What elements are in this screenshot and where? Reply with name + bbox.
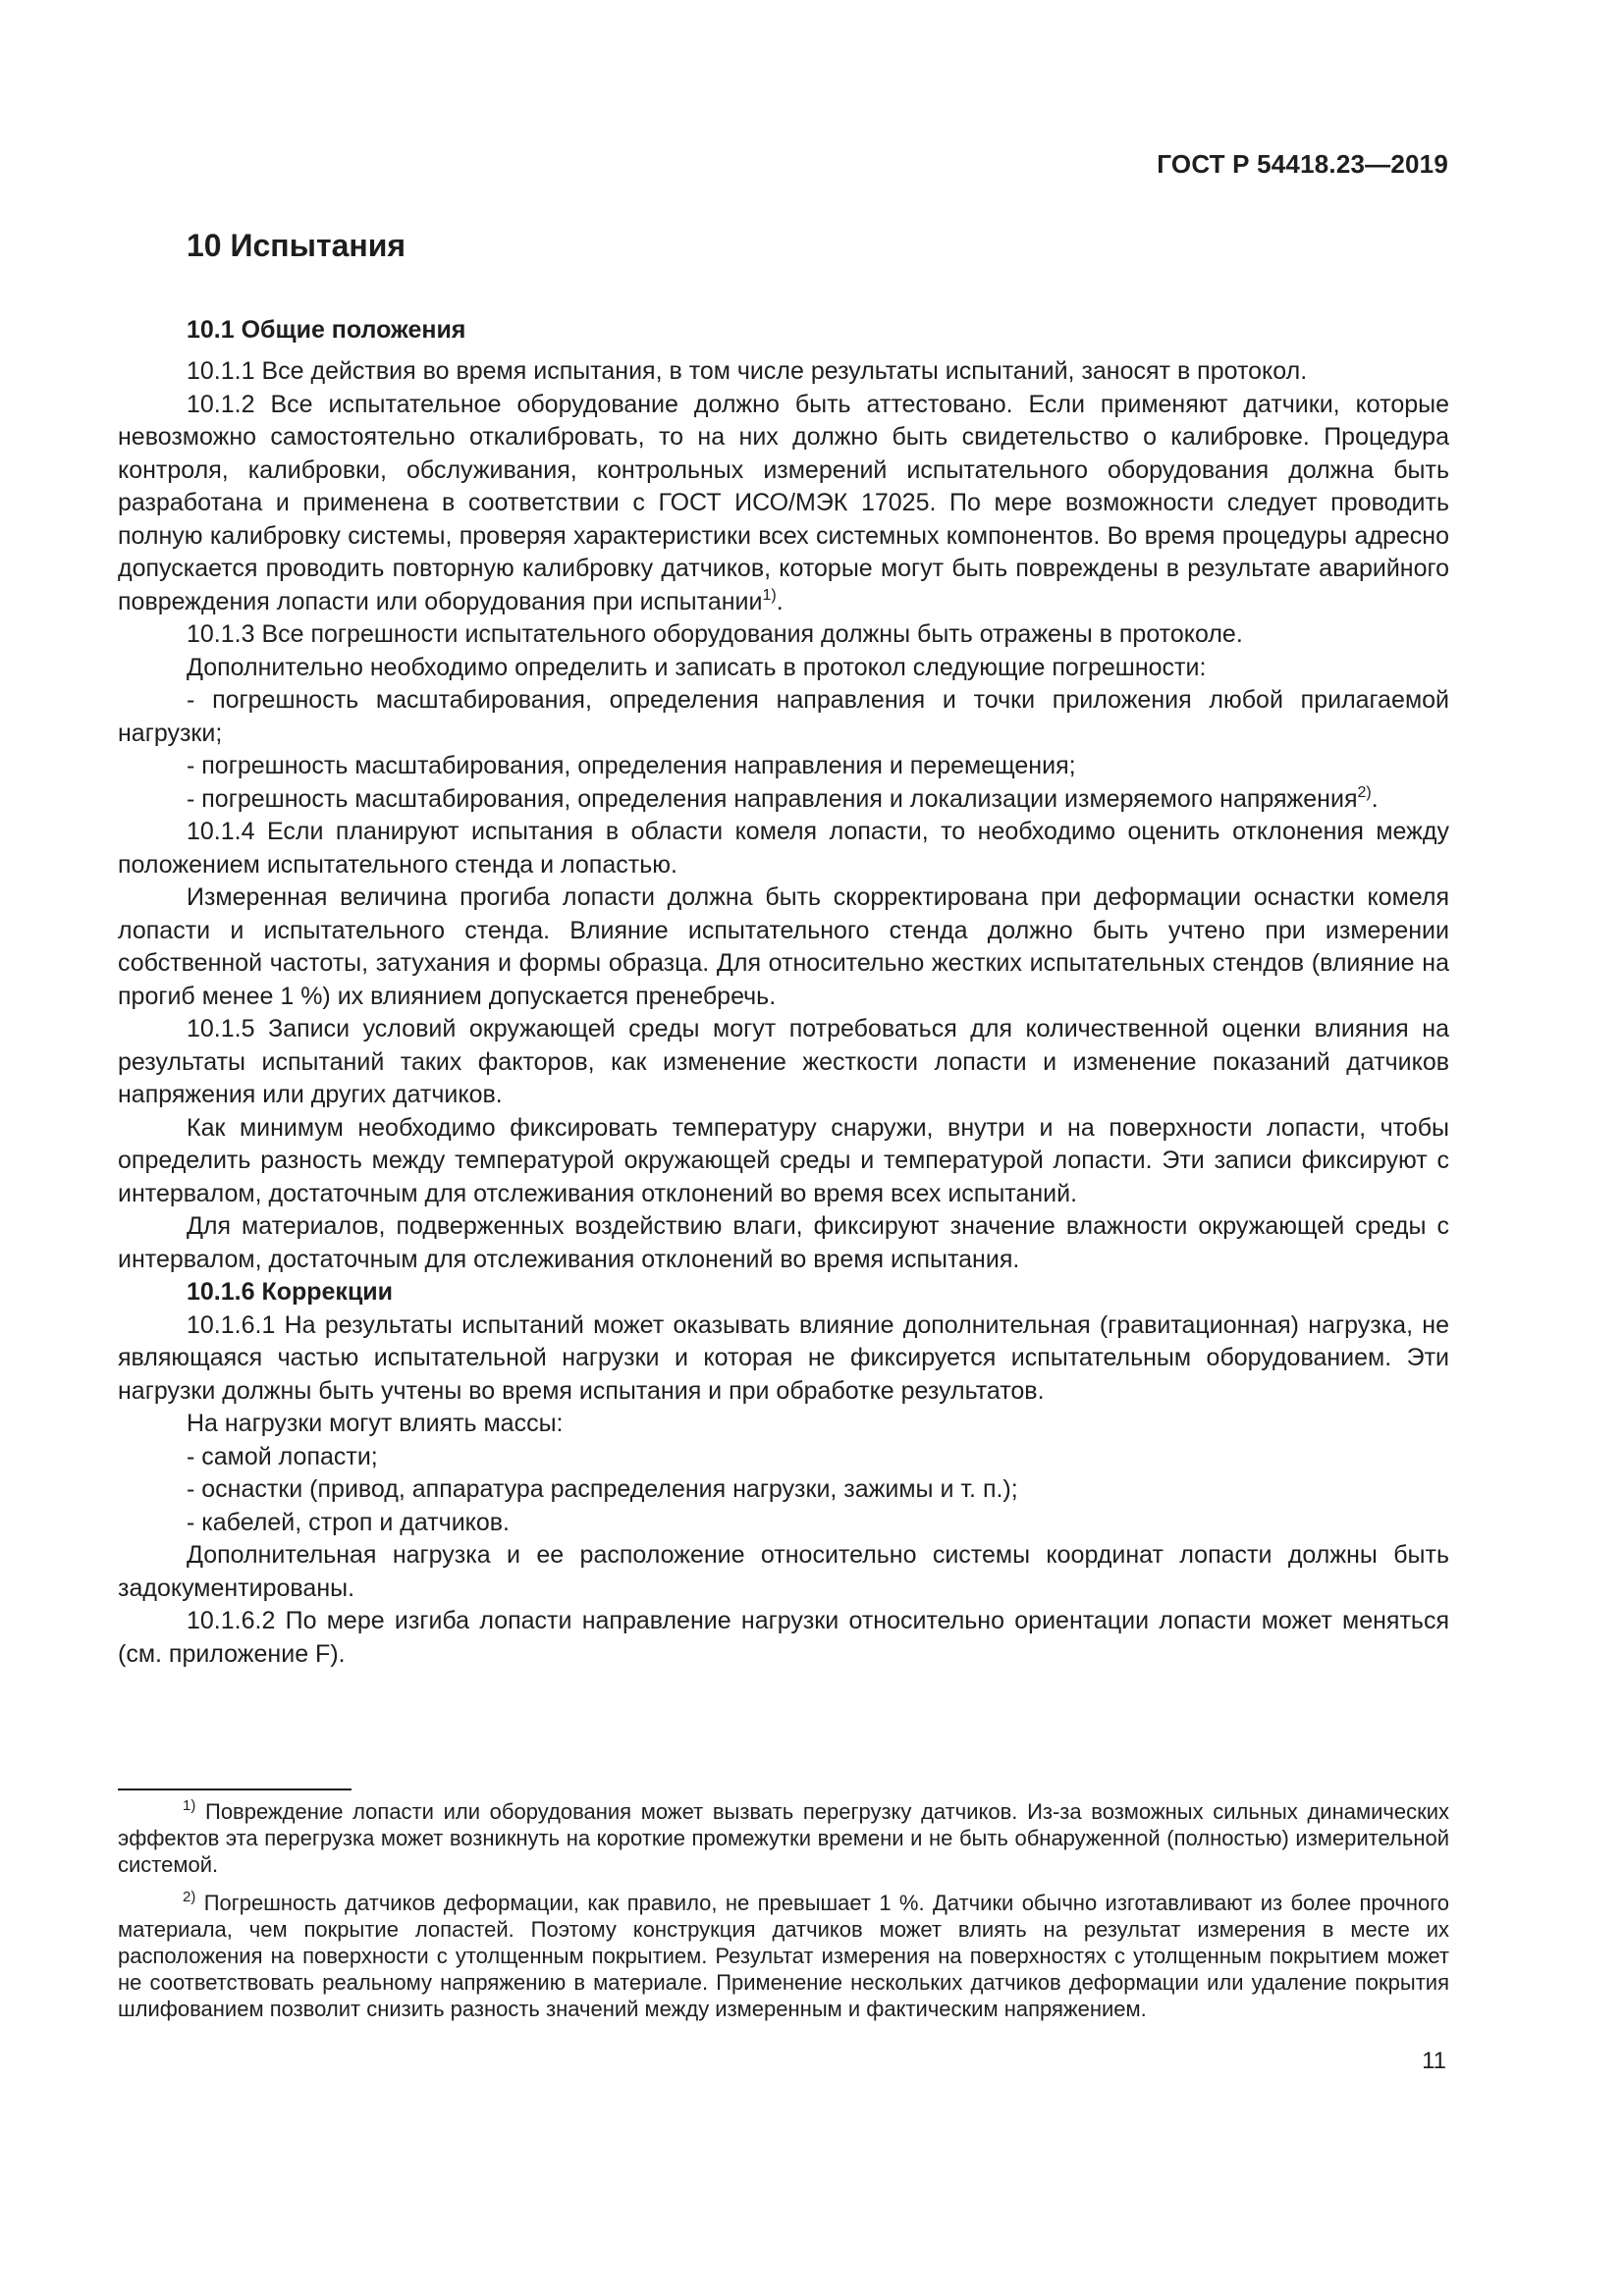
footnote-mark: 1) xyxy=(183,1797,196,1814)
body-paragraph xyxy=(118,1309,1449,1409)
paragraph-text: - погрешность масштабирования, определения направления и перемещения; xyxy=(187,752,1076,779)
paragraph-text: На нагрузки могут влиять массы: xyxy=(187,1410,564,1437)
footnote-divider xyxy=(118,1789,352,1790)
body-paragraph xyxy=(118,684,1449,750)
paragraph-text: Для материалов, подверженных воздействию влаги, фиксируют значение влажности окружающей среды с интервалом, достаточным для отслеживания отклонений во время испытания. xyxy=(118,1212,1449,1273)
body-paragraph xyxy=(118,389,1449,619)
paragraph-text: 10.1.6.2 По мере изгиба лопасти направление нагрузки относительно ориентации лопасти может меняться (см. приложение F). xyxy=(118,1607,1449,1668)
body-paragraph xyxy=(118,1441,1449,1474)
body-paragraph xyxy=(118,750,1449,783)
section-title: 10 Испытания xyxy=(187,228,406,263)
body-paragraph xyxy=(118,1507,1449,1540)
paragraph-tail: . xyxy=(776,587,784,615)
paragraph-text: 10.1.6.1 На результаты испытаний может оказывать влияние дополнительная (гравитационная) нагрузка, не являющаяся частью испытательной нагрузки и которая не фиксируется испытательным оборудованием. Эти нагрузки должны быть учтены во время испытания и при обработке результатов. xyxy=(118,1310,1449,1405)
paragraph-text: Как минимум необходимо фиксировать температуру снаружи, внутри и на поверхности лопасти, чтобы определить разность между температурой окружающей среды и температурой лопасти. Эти записи фиксируют с интервалом, достаточным для отслеживания отклонений во время всех испытаний. xyxy=(118,1113,1449,1207)
body-paragraph xyxy=(118,1539,1449,1605)
body-paragraph xyxy=(118,1112,1449,1211)
body-paragraph xyxy=(118,1605,1449,1671)
body-paragraph xyxy=(118,1210,1449,1276)
main-content xyxy=(118,224,1449,1671)
body-paragraph xyxy=(118,783,1449,817)
paragraph-text: - самой лопасти; xyxy=(187,1442,378,1470)
paragraph-tail: . xyxy=(1371,784,1379,813)
subsection-title: 10.1 Общие положения xyxy=(187,316,466,344)
footnote xyxy=(118,1798,1449,1878)
footnote-text: Повреждение лопасти или оборудования может вызвать перегрузку датчиков. Из-за возможных сильных динамических эффектов эта перегрузка может возникнуть на короткие промежутки времени и не быть обнаруженной (полностью) измерительной системой. xyxy=(118,1799,1449,1877)
footnote-reference[interactable]: 1) xyxy=(762,586,777,604)
body-paragraph xyxy=(118,618,1449,652)
document-code: ГОСТ Р 54418.23—2019 xyxy=(1157,149,1448,179)
paragraph-text: - погрешность масштабирования, определения направления и локализации измеряемого напряжения xyxy=(187,784,1358,813)
body-paragraph xyxy=(118,652,1449,685)
footnote-reference[interactable]: 2) xyxy=(1357,783,1372,801)
paragraph-text: 10.1.3 Все погрешности испытательного оборудования должны быть отражены в протоколе. xyxy=(187,620,1243,648)
paragraph-text: 10.1.1 Все действия во время испытания, в том числе результаты испытаний, заносят в протокол. xyxy=(187,357,1308,385)
body-paragraph xyxy=(118,1013,1449,1112)
body-paragraph xyxy=(118,1408,1449,1441)
body-paragraph xyxy=(118,881,1449,1013)
paragraph-text: Измеренная величина прогиба лопасти должна быть скорректирована при деформации оснастки комеля лопасти и испытательного стенда. Влияние испытательного стенда должно быть учтено при измерении собственной частоты, затухания и формы образца. Для относительно жестких испытательных стендов (влияние на прогиб менее 1 %) их влиянием допускается пренебречь. xyxy=(118,883,1449,1010)
paragraph-text: 10.1.6 Коррекции xyxy=(187,1278,394,1306)
paragraph-text: 10.1.4 Если планируют испытания в области комеля лопасти, то необходимо оценить отклонения между положением испытательного стенда и лопастью. xyxy=(118,818,1449,879)
paragraph-text: - оснастки (привод, аппаратура распределения нагрузки, зажимы и т. п.); xyxy=(187,1475,1018,1503)
footnote-mark: 2) xyxy=(183,1889,196,1905)
page-number: 11 xyxy=(1422,2048,1446,2074)
body-paragraph xyxy=(118,816,1449,881)
subsection-heading xyxy=(118,1276,1449,1309)
paragraph-text: 10.1.2 Все испытательное оборудование должно быть аттестовано. Если применяют датчики, которые невозможно самостоятельно откалибровать, то на них должно быть свидетельство о калибровке. Процедура контроля, калибровки, обслуживания, контрольных измерений испытательного оборудования должна быть разработана и применена в соответствии с ГОСТ ИСО/МЭК 17025. По мере возможности следует проводить полную калибровку системы, проверяя характеристики всех системных компонентов. Во время процедуры адресно допускается проводить повторную калибровку датчиков, которые могут быть повреждены в результате аварийного повреждения лопасти или оборудования при испытании xyxy=(118,390,1449,615)
footnote-text: Погрешность датчиков деформации, как правило, не превышает 1 %. Датчики обычно изготавливают из более прочного материала, чем покрытие лопастей. Поэтому конструкция датчиков может влиять на результат измерения в месте их расположения на поверхности с утолщенным покрытием. Результат измерения на поверхностях с утолщенным покрытием может не соответствовать реальному напряжению в материале. Применение нескольких датчиков деформации или удаление покрытия шлифованием позволит снизить разность значений между измеренным и фактическим напряжением. xyxy=(118,1891,1449,2021)
body-paragraph xyxy=(118,355,1449,389)
footnote xyxy=(118,1890,1449,2022)
body-text xyxy=(118,355,1449,1671)
paragraph-text: - кабелей, строп и датчиков. xyxy=(187,1508,511,1536)
paragraph-text: Дополнительная нагрузка и ее расположение относительно системы координат лопасти должны быть задокументированы. xyxy=(118,1541,1449,1602)
footnotes xyxy=(118,1798,1449,2034)
paragraph-text: Дополнительно необходимо определить и записать в протокол следующие погрешности: xyxy=(187,653,1207,681)
body-paragraph xyxy=(118,1473,1449,1507)
paragraph-text: 10.1.5 Записи условий окружающей среды могут потребоваться для количественной оценки влияния на результаты испытаний таких факторов, как изменение жесткости лопасти и изменение показаний датчиков напряжения или других датчиков. xyxy=(118,1015,1449,1108)
paragraph-text: - погрешность масштабирования, определения направления и точки приложения любой прилагаемой нагрузки; xyxy=(118,686,1449,747)
